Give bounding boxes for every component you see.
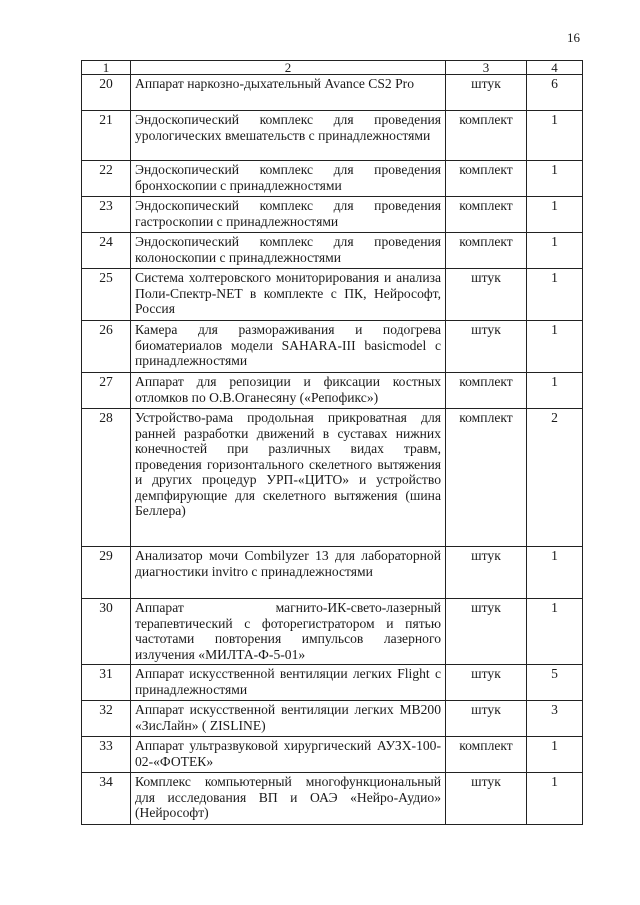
table-row xyxy=(82,773,583,825)
row-name-cell: Эндоскопический комплекс для проведения бронхоскопии с принадлежностями xyxy=(131,161,446,197)
row-number-cell: 23 xyxy=(82,197,131,233)
table-row xyxy=(82,701,583,737)
table-row xyxy=(82,75,583,111)
row-name-cell: Аппарат ультразвуковой хирургический АУЗХ-100-02-«ФОТЕК» xyxy=(131,737,446,773)
row-unit-cell: комплект xyxy=(446,161,527,197)
row-quantity-cell: 1 xyxy=(527,111,583,161)
row-number-cell: 34 xyxy=(82,773,131,825)
row-name-cell: Анализатор мочи Combilyzer 13 для лабораторной диагностики invitro с принадлежностями xyxy=(131,547,446,599)
row-quantity-cell: 1 xyxy=(527,233,583,269)
row-name-cell: Аппарат искусственной вентиляции легких MB200 «ЗисЛайн» ( ZISLINE) xyxy=(131,701,446,737)
row-number-cell: 24 xyxy=(82,233,131,269)
row-unit-cell: штук xyxy=(446,599,527,665)
row-unit-cell: комплект xyxy=(446,373,527,409)
row-quantity-cell: 5 xyxy=(527,665,583,701)
header-col-number: 1 xyxy=(82,61,131,75)
row-number-cell: 21 xyxy=(82,111,131,161)
row-unit-cell: штук xyxy=(446,773,527,825)
row-unit-cell: штук xyxy=(446,269,527,321)
row-number-cell: 20 xyxy=(82,75,131,111)
row-unit-cell: штук xyxy=(446,75,527,111)
row-name-cell: Комплекс компьютерный многофункциональный для исследования ВП и ОАЭ «Нейро-Аудио» (Нейрософт) xyxy=(131,773,446,825)
table-row xyxy=(82,161,583,197)
table-row xyxy=(82,269,583,321)
row-unit-cell: комплект xyxy=(446,111,527,161)
row-unit-cell: штук xyxy=(446,665,527,701)
row-number-cell: 27 xyxy=(82,373,131,409)
row-quantity-cell: 3 xyxy=(527,701,583,737)
row-name-cell: Эндоскопический комплекс для проведения колоноскопии с принадлежностями xyxy=(131,233,446,269)
equipment-table xyxy=(81,60,583,825)
row-name-cell: Эндоскопический комплекс для проведения урологических вмешательств с принадлежностями xyxy=(131,111,446,161)
row-name-cell: Эндоскопический комплекс для проведения гастроскопии с принадлежностями xyxy=(131,197,446,233)
row-name-cell: Аппарат магнито-ИК-свето-лазерный терапевтический с фоторегистратором и пятью частотами повторения импульсов лазерного излучения «МИЛТА-Ф-5-01» xyxy=(131,599,446,665)
row-name-cell: Аппарат для репозиции и фиксации костных отломков по О.В.Оганесяну («Репофикс») xyxy=(131,373,446,409)
row-quantity-cell: 1 xyxy=(527,547,583,599)
row-name-cell: Система холтеровского мониторирования и анализа Поли-Спектр-NET в комплекте с ПК, Нейрософт, Россия xyxy=(131,269,446,321)
row-unit-cell: комплект xyxy=(446,233,527,269)
row-unit-cell: комплект xyxy=(446,197,527,233)
table-row xyxy=(82,197,583,233)
row-unit-cell: штук xyxy=(446,701,527,737)
header-col-name: 2 xyxy=(131,61,446,75)
row-quantity-cell: 1 xyxy=(527,269,583,321)
page-number: 16 xyxy=(567,30,580,45)
table-row xyxy=(82,599,583,665)
row-unit-cell: штук xyxy=(446,547,527,599)
row-number-cell: 30 xyxy=(82,599,131,665)
row-number-cell: 31 xyxy=(82,665,131,701)
table-row xyxy=(82,111,583,161)
row-number-cell: 28 xyxy=(82,409,131,547)
row-quantity-cell: 1 xyxy=(527,321,583,373)
row-name-cell: Аппарат искусственной вентиляции легких Flight с принадлежностями xyxy=(131,665,446,701)
row-unit-cell: комплект xyxy=(446,737,527,773)
header-col-unit: 3 xyxy=(446,61,527,75)
table-row xyxy=(82,547,583,599)
table-row xyxy=(82,321,583,373)
row-quantity-cell: 1 xyxy=(527,773,583,825)
table-header-row xyxy=(82,61,583,75)
row-number-cell: 32 xyxy=(82,701,131,737)
header-col-quantity: 4 xyxy=(527,61,583,75)
row-name-cell: Аппарат наркозно-дыхательный Avance CS2 Pro xyxy=(131,75,446,111)
table-row xyxy=(82,409,583,547)
row-quantity-cell: 1 xyxy=(527,737,583,773)
table-row xyxy=(82,373,583,409)
table-row xyxy=(82,665,583,701)
row-number-cell: 29 xyxy=(82,547,131,599)
row-quantity-cell: 1 xyxy=(527,161,583,197)
row-quantity-cell: 1 xyxy=(527,197,583,233)
row-name-cell: Устройство-рама продольная прикроватная для ранней разработки движений в суставах нижних конечностей при различных видах травм, проведения горизонтального скелетного вытяжения и других процедур УРП-«ЦИТО» и устройство демпфирующие для скелетного вытяжения (шина Беллера) xyxy=(131,409,446,547)
row-quantity-cell: 1 xyxy=(527,373,583,409)
row-number-cell: 26 xyxy=(82,321,131,373)
row-number-cell: 22 xyxy=(82,161,131,197)
row-number-cell: 25 xyxy=(82,269,131,321)
row-unit-cell: комплект xyxy=(446,409,527,547)
table-row xyxy=(82,233,583,269)
row-quantity-cell: 1 xyxy=(527,599,583,665)
row-quantity-cell: 2 xyxy=(527,409,583,547)
row-quantity-cell: 6 xyxy=(527,75,583,111)
table-row xyxy=(82,737,583,773)
row-name-cell: Камера для размораживания и подогрева биоматериалов модели SAHARA-III basicmodel с принадлежностями xyxy=(131,321,446,373)
row-number-cell: 33 xyxy=(82,737,131,773)
row-unit-cell: штук xyxy=(446,321,527,373)
